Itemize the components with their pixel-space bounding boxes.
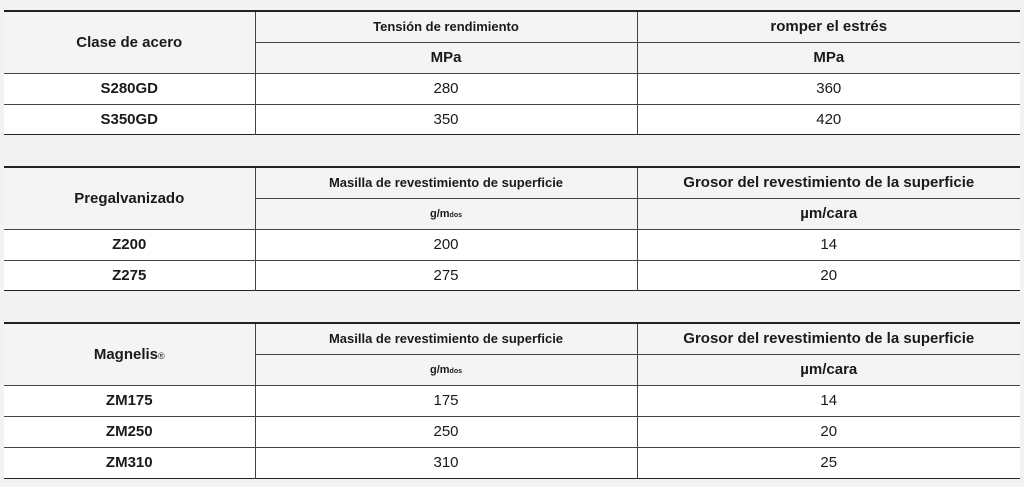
yield-unit: MPa [255, 42, 637, 73]
grade-label: Z275 [4, 260, 255, 290]
coating-mass-unit: g/mdos [255, 354, 637, 385]
coating-thickness-value: 20 [637, 260, 1020, 290]
magnelis-header: Magnelis® [93, 345, 165, 363]
table-row [4, 416, 1020, 447]
grade-label: S280GD [4, 73, 255, 104]
registered-mark: ® [158, 350, 165, 361]
coating-mass-value: 200 [255, 229, 637, 260]
coating-thickness-value: 14 [637, 385, 1020, 416]
grade-label: ZM175 [4, 385, 255, 416]
table-row [4, 385, 1020, 416]
coating-thickness-unit: µm/cara [637, 198, 1020, 229]
coating-thickness-value: 20 [637, 416, 1020, 447]
coating-mass-value: 310 [255, 447, 637, 478]
tensile-value: 420 [637, 104, 1020, 134]
coating-thickness-unit: µm/cara [637, 354, 1020, 385]
coating-thickness-value: 14 [637, 229, 1020, 260]
coating-thickness-header: Grosor del revestimiento de la superficie [637, 323, 1020, 354]
table-row [4, 104, 1020, 134]
table-row [4, 447, 1020, 478]
magnelis-table [4, 322, 1020, 479]
coating-mass-unit: g/mdos [255, 198, 637, 229]
table-row [4, 260, 1020, 290]
grade-label: ZM250 [4, 416, 255, 447]
coating-mass-value: 175 [255, 385, 637, 416]
tensile-strength-header: romper el estrés [637, 11, 1020, 42]
pregalvanized-header: Pregalvanizado [74, 189, 185, 207]
coating-mass-value: 250 [255, 416, 637, 447]
tensile-unit: MPa [637, 42, 1020, 73]
coating-mass-value: 275 [255, 260, 637, 290]
grade-label: Z200 [4, 229, 255, 260]
coating-thickness-value: 25 [637, 447, 1020, 478]
tensile-value: 360 [637, 73, 1020, 104]
coating-mass-header: Masilla de revestimiento de superficie [255, 323, 637, 354]
coating-mass-header: Masilla de revestimiento de superficie [255, 167, 637, 198]
yield-value: 350 [255, 104, 637, 134]
steel-grade-table [4, 10, 1020, 135]
grade-label: S350GD [4, 104, 255, 134]
table-row [4, 73, 1020, 104]
pregalvanized-table [4, 166, 1020, 291]
yield-value: 280 [255, 73, 637, 104]
steel-grade-header: Clase de acero [76, 33, 183, 51]
yield-strength-header: Tensión de rendimiento [255, 11, 637, 42]
coating-thickness-header: Grosor del revestimiento de la superficie [637, 167, 1020, 198]
table-row [4, 229, 1020, 260]
grade-label: ZM310 [4, 447, 255, 478]
